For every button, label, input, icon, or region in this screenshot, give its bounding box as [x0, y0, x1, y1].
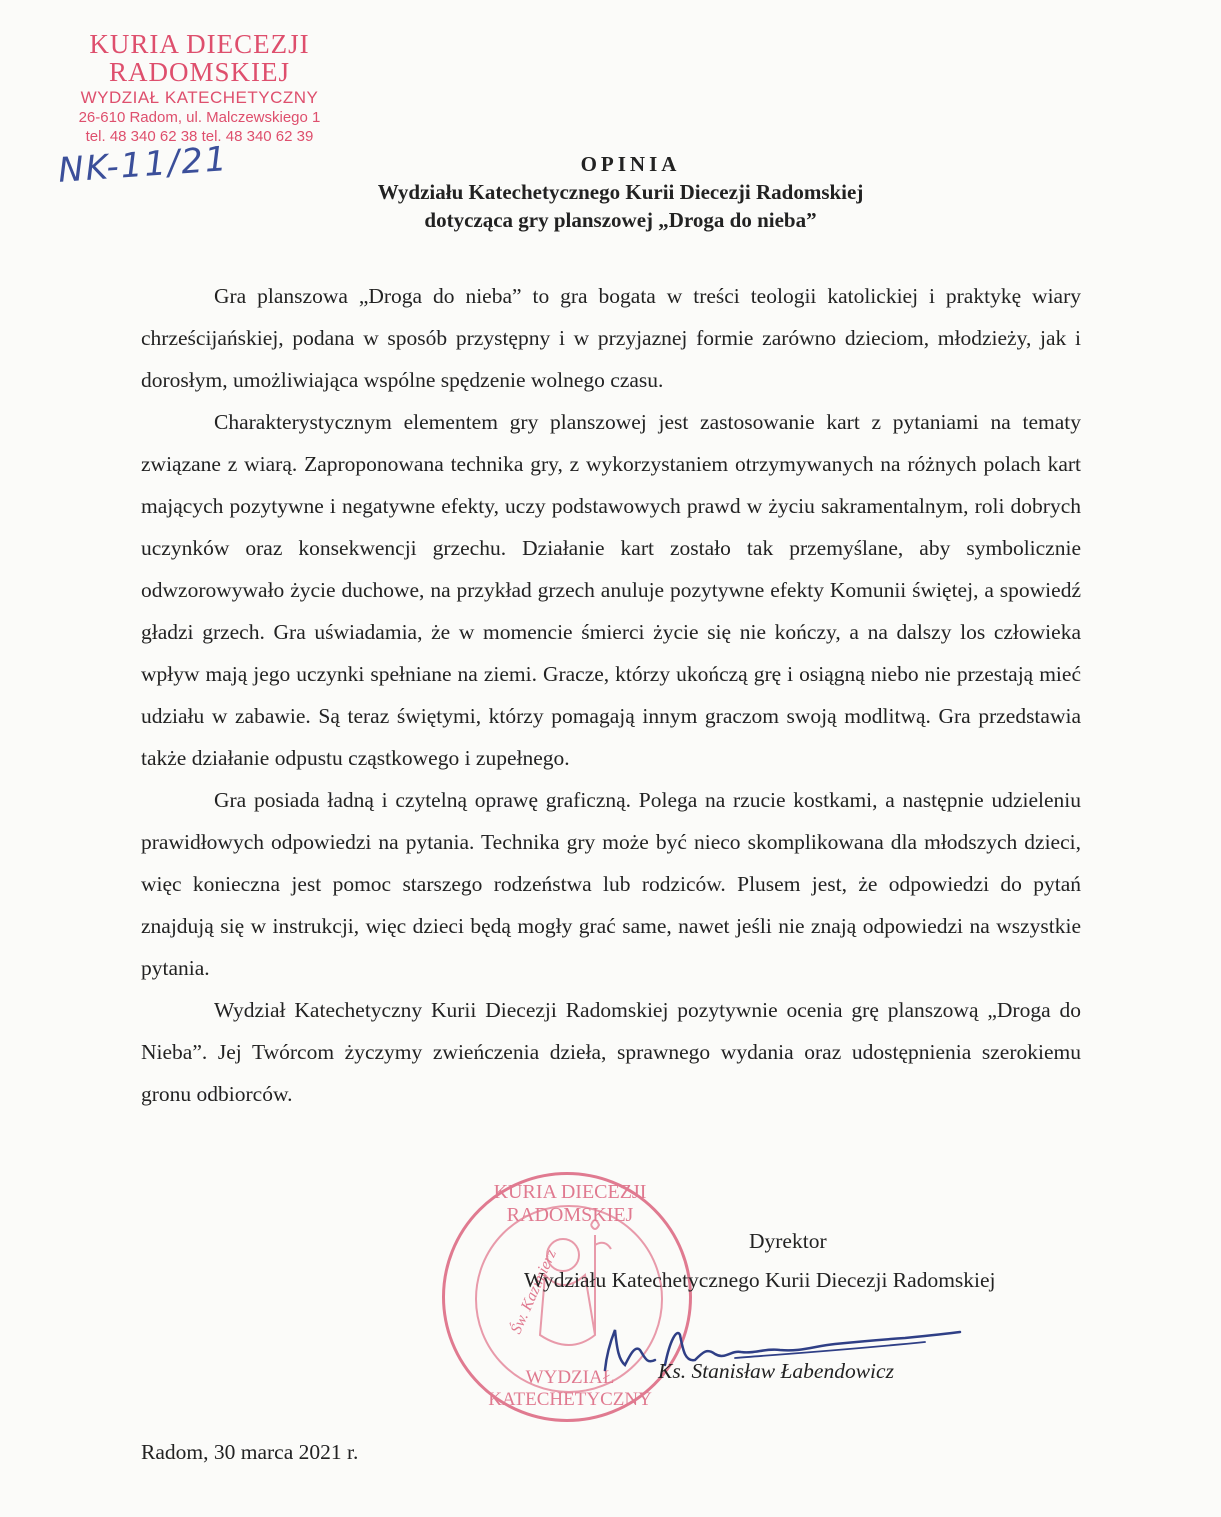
paragraph-1: Gra planszowa „Droga do nieba” to gra bogata w treści teologii katolickiej i praktykę wiary chrześcijańskiej, podana w sposób przystępny i w przyjaznej formie zarówno dzieciom, młodzieży, jak i dorosłym, umożliwiająca wspólne spędzenie wolnego czasu. — [141, 284, 1081, 392]
stamp-line-4: 26-610 Radom, ul. Malczewskiego 1 — [78, 109, 321, 126]
signatory-role-2: Wydziału Katechetycznego Kurii Diecezji Radomskiej — [524, 1268, 996, 1292]
stamp-line-5: tel. 48 340 62 38 tel. 48 340 62 39 — [85, 128, 314, 145]
paragraph-4: Wydział Katechetyczny Kurii Diecezji Radomskiej pozytywnie ocenia grę planszową „Droga do Nieba”. Jej Twórcom życzymy zwieńczenia dzieła, sprawnego wydania oraz udostępnienia szerokiemu gronu odbiorców. — [141, 998, 1081, 1106]
seal-bottom-text: WYDZIAŁ KATECHETYCZNY — [488, 1367, 652, 1410]
signatory-role-1: Dyrektor — [749, 1229, 827, 1253]
title-line-3: dotycząca gry planszowej „Droga do nieba” — [424, 208, 817, 232]
paragraph-3: Gra posiada ładną i czytelną oprawę graficzną. Polega na rzucie kostkami, a następnie udzieleniu prawidłowych odpowiedzi na pytania. Technika gry może być nieco skomplikowana dla młodszych dzieci, więc konieczna jest pomoc starszego rodzeństwa lub rodziców. Plusem jest, że odpowiedzi do pytań znajdują się w instrukcji, więc dzieci będą mogły grać same, nawet jeśli nie znają odpowiedzi na wszystkie pytania. — [141, 788, 1081, 980]
place-and-date: Radom, 30 marca 2021 r. — [141, 1440, 359, 1464]
title-line-1: OPINIA — [580, 152, 681, 176]
paragraph-2: Charakterystycznym elementem gry planszowej jest zastosowanie kart z pytaniami na tematy związane z wiarą. Zaproponowana technika gry, z wykorzystaniem otrzymywanych na różnych polach kart mających pozytywne i negatywne efekty, uczy podstawowych prawd w życiu sakramentalnym, roli dobrych uczynków oraz konsekwencji grzechu. Działanie kart zostało tak przemyślane, aby symbolicznie odwzorowywało życie duchowe, na przykład grzech anuluje pozytywne efekty Komunii świętej, a spowiedź gładzi grzech. Gra uświadamia, że w momencie śmierci życie się nie kończy, a na dalszy los człowieka wpływ mają jego uczynki spełniane na ziemi. Gracze, którzy ukończą grę i osiągną niebo nie przestają mieć udziału w zabawie. Są teraz świętymi, którzy pomagają innym graczom swoją modlitwą. Gra przedstawia także działanie odpustu cząstkowego i zupełnego. — [141, 410, 1081, 770]
round-seal — [442, 1172, 692, 1422]
document-body — [141, 275, 1081, 1115]
seal-top-text: KURIA DIECEZJI RADOMSKIEJ — [493, 1181, 647, 1226]
header-stamp — [52, 30, 347, 146]
seal-inner-text: Św. Kazimierz — [507, 1247, 560, 1337]
signatory-name: Ks. Stanisław Łabendowicz — [658, 1359, 894, 1383]
stamp-line-1: KURIA DIECEZJI — [89, 29, 310, 59]
stamp-line-3: WYDZIAŁ KATECHETYCZNY — [80, 88, 319, 107]
reference-number: NK-11/21 — [56, 139, 230, 191]
stamp-line-2: RADOMSKIEJ — [108, 57, 291, 87]
document-title — [0, 150, 1221, 234]
title-line-2: Wydziału Katechetycznego Kurii Diecezji Radomskiej — [377, 180, 864, 204]
